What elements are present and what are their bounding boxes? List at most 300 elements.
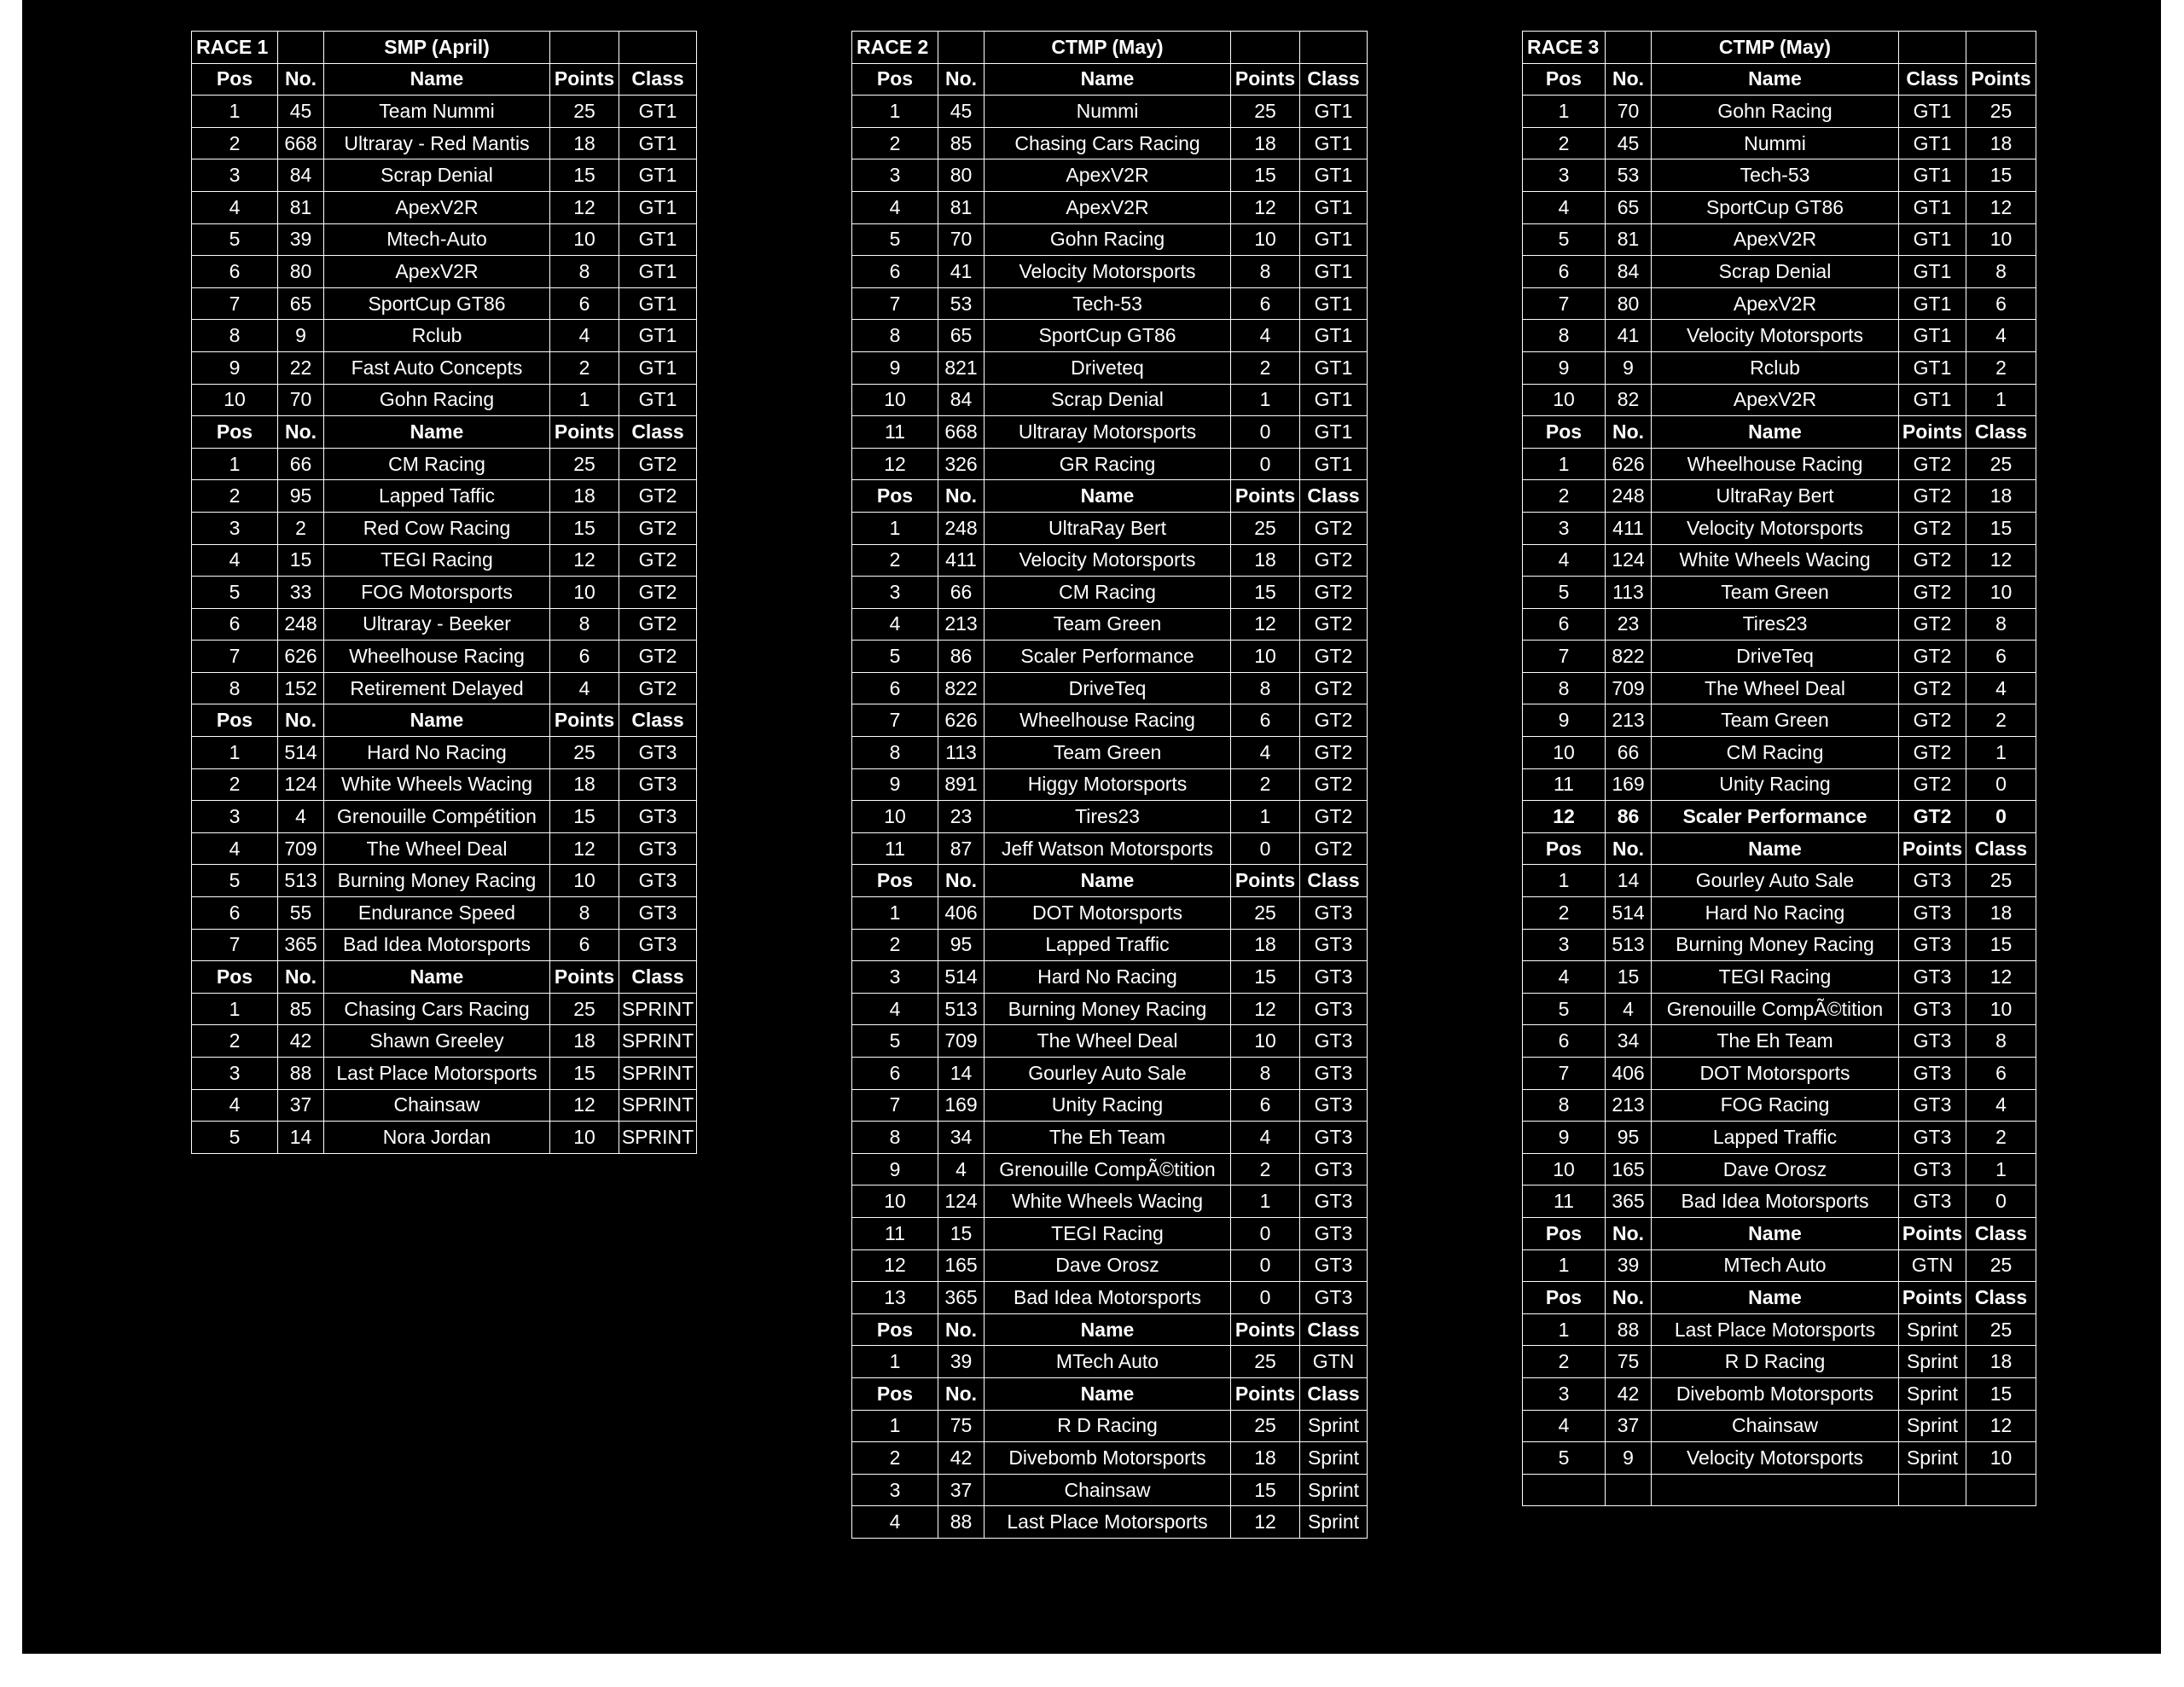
cell-col5: Sprint bbox=[1300, 1410, 1368, 1442]
cell-col4: 2 bbox=[1231, 768, 1300, 801]
cell-number: 626 bbox=[278, 641, 324, 673]
cell-pos: 7 bbox=[1523, 287, 1606, 320]
cell-col5: GT3 bbox=[1300, 993, 1368, 1025]
cell-col5: GT2 bbox=[1300, 641, 1368, 673]
cell-name: CM Racing bbox=[1652, 737, 1899, 769]
header-number: No. bbox=[1606, 832, 1652, 865]
cell-col5: 1 bbox=[1966, 384, 2036, 416]
cell-name: ApexV2R bbox=[1652, 384, 1899, 416]
cell-number: 75 bbox=[938, 1410, 985, 1442]
race-label: RACE 2 bbox=[852, 32, 938, 64]
cell-col4: 0 bbox=[1231, 1217, 1300, 1249]
cell-name: The Eh Team bbox=[985, 1122, 1231, 1154]
table-row bbox=[192, 448, 697, 480]
header-row bbox=[1523, 1282, 2036, 1314]
cell-col4: 4 bbox=[550, 320, 619, 352]
cell-col4: 4 bbox=[1231, 320, 1300, 352]
header-name: Name bbox=[985, 1377, 1231, 1410]
cell-number: 39 bbox=[1606, 1249, 1652, 1282]
cell-name: Chainsaw bbox=[985, 1474, 1231, 1506]
header-col5: Class bbox=[619, 416, 697, 449]
cell-col5: 10 bbox=[1966, 1442, 2036, 1475]
cell-number: 23 bbox=[1606, 608, 1652, 641]
table-row bbox=[1523, 1025, 2036, 1058]
cell-col4: 18 bbox=[550, 127, 619, 159]
cell-number: 39 bbox=[278, 223, 324, 256]
header-col4: Points bbox=[1231, 480, 1300, 513]
cell-col4: 10 bbox=[550, 577, 619, 609]
table-row bbox=[1523, 544, 2036, 577]
cell-number: 709 bbox=[938, 1025, 985, 1058]
cell-number: 53 bbox=[938, 287, 985, 320]
cell-name: Shawn Greeley bbox=[324, 1025, 550, 1058]
cell-pos: 6 bbox=[852, 1058, 938, 1090]
cell-col4: 1 bbox=[1231, 384, 1300, 416]
header-name: Name bbox=[324, 416, 550, 449]
header-pos: Pos bbox=[1523, 832, 1606, 865]
header-col5: Class bbox=[1966, 832, 2036, 865]
table-row bbox=[192, 287, 697, 320]
cell-col5: GT2 bbox=[1300, 832, 1368, 865]
cell-pos: 5 bbox=[192, 577, 278, 609]
table-row bbox=[192, 191, 697, 223]
cell-pos: 8 bbox=[192, 320, 278, 352]
cell-col5 bbox=[1966, 1474, 2036, 1506]
cell-col5: Sprint bbox=[1300, 1474, 1368, 1506]
cell-col4: GT2 bbox=[1899, 768, 1966, 801]
cell-name: R D Racing bbox=[1652, 1346, 1899, 1378]
table-row bbox=[192, 159, 697, 192]
cell-name: UltraRay Bert bbox=[985, 512, 1231, 544]
cell-number: 9 bbox=[278, 320, 324, 352]
header-row bbox=[192, 416, 697, 449]
cell-col4: 25 bbox=[1231, 1346, 1300, 1378]
cell-pos: 7 bbox=[852, 1089, 938, 1122]
cell-pos: 2 bbox=[192, 127, 278, 159]
header-col5: Class bbox=[1300, 1377, 1368, 1410]
header-pos: Pos bbox=[1523, 63, 1606, 96]
table-row bbox=[192, 223, 697, 256]
cell-col4: GT2 bbox=[1899, 577, 1966, 609]
cell-pos: 8 bbox=[192, 672, 278, 704]
cell-pos: 8 bbox=[1523, 1089, 1606, 1122]
cell-name: DriveTeq bbox=[985, 672, 1231, 704]
cell-col4: 8 bbox=[1231, 256, 1300, 288]
cell-col5: GT2 bbox=[619, 608, 697, 641]
empty-cell bbox=[1231, 32, 1300, 64]
table-row bbox=[1523, 608, 2036, 641]
cell-name: Gohn Racing bbox=[1652, 96, 1899, 128]
header-col5: Class bbox=[619, 63, 697, 96]
cell-col5: 10 bbox=[1966, 577, 2036, 609]
cell-number: 514 bbox=[278, 737, 324, 769]
cell-col5: SPRINT bbox=[619, 1122, 697, 1154]
cell-col5: GT1 bbox=[1300, 384, 1368, 416]
table-row bbox=[852, 1282, 1368, 1314]
table-row bbox=[192, 577, 697, 609]
cell-name: Chainsaw bbox=[324, 1089, 550, 1122]
table-row bbox=[852, 256, 1368, 288]
cell-name: Wheelhouse Racing bbox=[1652, 448, 1899, 480]
header-pos: Pos bbox=[1523, 416, 1606, 449]
table-row bbox=[852, 1058, 1368, 1090]
table-row bbox=[852, 191, 1368, 223]
header-pos: Pos bbox=[852, 1377, 938, 1410]
cell-col4: 18 bbox=[550, 768, 619, 801]
header-number: No. bbox=[278, 416, 324, 449]
header-number: No. bbox=[278, 63, 324, 96]
cell-number: 365 bbox=[1606, 1186, 1652, 1218]
cell-name bbox=[1652, 1474, 1899, 1506]
cell-col5: GT1 bbox=[619, 287, 697, 320]
cell-number: 9 bbox=[1606, 1442, 1652, 1475]
table-row bbox=[852, 897, 1368, 930]
cell-col5: GT1 bbox=[1300, 351, 1368, 384]
cell-col5: 1 bbox=[1966, 737, 2036, 769]
table-row bbox=[852, 929, 1368, 961]
cell-number: 33 bbox=[278, 577, 324, 609]
cell-col5: GT1 bbox=[1300, 223, 1368, 256]
cell-col4: 25 bbox=[550, 96, 619, 128]
cell-pos: 2 bbox=[1523, 480, 1606, 513]
cell-pos: 3 bbox=[192, 1058, 278, 1090]
cell-number: 41 bbox=[1606, 320, 1652, 352]
cell-number: 75 bbox=[1606, 1346, 1652, 1378]
cell-pos: 11 bbox=[1523, 768, 1606, 801]
cell-pos: 3 bbox=[1523, 512, 1606, 544]
header-row bbox=[1523, 63, 2036, 96]
cell-col4: 10 bbox=[1231, 641, 1300, 673]
cell-pos: 3 bbox=[192, 801, 278, 833]
table-row bbox=[852, 1506, 1368, 1539]
cell-name: Ultraray - Red Mantis bbox=[324, 127, 550, 159]
cell-col4: GT2 bbox=[1899, 448, 1966, 480]
cell-name: Fast Auto Concepts bbox=[324, 351, 550, 384]
table-row bbox=[1523, 1122, 2036, 1154]
race-title-row bbox=[852, 32, 1368, 64]
cell-col5: 12 bbox=[1966, 544, 2036, 577]
empty-cell bbox=[1899, 32, 1966, 64]
cell-name: White Wheels Wacing bbox=[1652, 544, 1899, 577]
cell-pos: 1 bbox=[1523, 865, 1606, 897]
table-row bbox=[852, 351, 1368, 384]
cell-col5: GT1 bbox=[619, 96, 697, 128]
header-number: No. bbox=[1606, 63, 1652, 96]
cell-name: Team Green bbox=[985, 737, 1231, 769]
table-row bbox=[852, 1442, 1368, 1475]
cell-pos: 1 bbox=[192, 448, 278, 480]
header-col5: Points bbox=[1966, 63, 2036, 96]
cell-number: 84 bbox=[938, 384, 985, 416]
cell-col5: GT1 bbox=[619, 256, 697, 288]
cell-col4 bbox=[1899, 1474, 1966, 1506]
cell-number: 406 bbox=[1606, 1058, 1652, 1090]
cell-pos: 11 bbox=[852, 1217, 938, 1249]
cell-pos: 11 bbox=[852, 416, 938, 449]
table-row bbox=[852, 320, 1368, 352]
cell-name: GR Racing bbox=[985, 448, 1231, 480]
table-row bbox=[852, 737, 1368, 769]
cell-col5: Sprint bbox=[1300, 1442, 1368, 1475]
cell-col4: GT3 bbox=[1899, 865, 1966, 897]
table-row bbox=[1523, 1089, 2036, 1122]
table-row bbox=[1523, 1313, 2036, 1346]
cell-col5: 12 bbox=[1966, 961, 2036, 994]
table-row bbox=[852, 1346, 1368, 1378]
cell-col5: 0 bbox=[1966, 1186, 2036, 1218]
cell-col4: Sprint bbox=[1899, 1346, 1966, 1378]
cell-col5: GT3 bbox=[619, 737, 697, 769]
cell-number: 248 bbox=[278, 608, 324, 641]
cell-name: Grenouille CompÃ©tition bbox=[985, 1153, 1231, 1186]
cell-pos bbox=[1523, 1474, 1606, 1506]
header-pos: Pos bbox=[192, 416, 278, 449]
cell-number: 4 bbox=[1606, 993, 1652, 1025]
cell-col5: 6 bbox=[1966, 641, 2036, 673]
cell-pos: 9 bbox=[1523, 1122, 1606, 1154]
cell-name: ApexV2R bbox=[324, 256, 550, 288]
cell-name: The Wheel Deal bbox=[324, 832, 550, 865]
cell-col5: GT1 bbox=[619, 384, 697, 416]
cell-col5: 10 bbox=[1966, 223, 2036, 256]
cell-col5: 6 bbox=[1966, 287, 2036, 320]
cell-number: 88 bbox=[938, 1506, 985, 1539]
cell-col4: GT2 bbox=[1899, 641, 1966, 673]
cell-name: White Wheels Wacing bbox=[985, 1186, 1231, 1218]
cell-pos: 1 bbox=[1523, 448, 1606, 480]
race-1-table bbox=[191, 31, 697, 1154]
cell-col4: 10 bbox=[1231, 223, 1300, 256]
header-pos: Pos bbox=[192, 704, 278, 737]
header-col5: Class bbox=[1966, 1217, 2036, 1249]
cell-number: 514 bbox=[938, 961, 985, 994]
table-row bbox=[852, 577, 1368, 609]
race-venue: SMP (April) bbox=[324, 32, 550, 64]
cell-number: 9 bbox=[1606, 351, 1652, 384]
cell-name: Velocity Motorsports bbox=[1652, 1442, 1899, 1475]
cell-col5: 4 bbox=[1966, 1089, 2036, 1122]
cell-pos: 10 bbox=[1523, 737, 1606, 769]
cell-number: 165 bbox=[938, 1249, 985, 1282]
cell-col5: SPRINT bbox=[619, 1058, 697, 1090]
header-col4: Points bbox=[1899, 832, 1966, 865]
cell-number: 14 bbox=[278, 1122, 324, 1154]
cell-number: 513 bbox=[938, 993, 985, 1025]
header-col4: Class bbox=[1899, 63, 1966, 96]
cell-col4: 18 bbox=[1231, 544, 1300, 577]
cell-number: 213 bbox=[938, 608, 985, 641]
cell-pos: 4 bbox=[1523, 544, 1606, 577]
header-row bbox=[192, 704, 697, 737]
header-name: Name bbox=[985, 1313, 1231, 1346]
cell-col4: 6 bbox=[550, 287, 619, 320]
table-row bbox=[1523, 1410, 2036, 1442]
header-col4: Points bbox=[550, 63, 619, 96]
cell-pos: 2 bbox=[192, 1025, 278, 1058]
cell-pos: 2 bbox=[1523, 897, 1606, 930]
cell-col4: GT2 bbox=[1899, 544, 1966, 577]
table-row bbox=[852, 1153, 1368, 1186]
cell-pos: 3 bbox=[852, 961, 938, 994]
cell-name: Burning Money Racing bbox=[1652, 929, 1899, 961]
cell-col5: 4 bbox=[1966, 672, 2036, 704]
cell-name: Last Place Motorsports bbox=[1652, 1313, 1899, 1346]
cell-number: 411 bbox=[1606, 512, 1652, 544]
cell-number: 4 bbox=[938, 1153, 985, 1186]
header-col5: Class bbox=[1966, 1282, 2036, 1314]
header-pos: Pos bbox=[1523, 1282, 1606, 1314]
cell-col4: 0 bbox=[1231, 448, 1300, 480]
header-col5: Class bbox=[619, 704, 697, 737]
table-row bbox=[192, 480, 697, 513]
cell-name: Hard No Racing bbox=[985, 961, 1231, 994]
cell-name: The Wheel Deal bbox=[1652, 672, 1899, 704]
cell-number: 213 bbox=[1606, 1089, 1652, 1122]
cell-col4: 15 bbox=[550, 1058, 619, 1090]
cell-name: FOG Motorsports bbox=[324, 577, 550, 609]
cell-col5: GT3 bbox=[619, 768, 697, 801]
header-col4: Points bbox=[550, 416, 619, 449]
cell-pos: 6 bbox=[1523, 608, 1606, 641]
spreadsheet-page bbox=[22, 0, 2161, 1654]
cell-number: 42 bbox=[938, 1442, 985, 1475]
cell-name: Ultraray - Beeker bbox=[324, 608, 550, 641]
cell-col4: GT2 bbox=[1899, 480, 1966, 513]
cell-pos: 1 bbox=[852, 1346, 938, 1378]
cell-name: Velocity Motorsports bbox=[985, 256, 1231, 288]
cell-col4: 4 bbox=[1231, 737, 1300, 769]
cell-number: 152 bbox=[278, 672, 324, 704]
cell-col5: 25 bbox=[1966, 96, 2036, 128]
cell-col4: GT1 bbox=[1899, 191, 1966, 223]
table-row bbox=[852, 159, 1368, 192]
header-col4: Points bbox=[1899, 416, 1966, 449]
cell-pos: 3 bbox=[852, 577, 938, 609]
cell-name: Grenouille CompÃ©tition bbox=[1652, 993, 1899, 1025]
cell-col4: 8 bbox=[1231, 672, 1300, 704]
cell-name: Bad Idea Motorsports bbox=[1652, 1186, 1899, 1218]
cell-name: DriveTeq bbox=[1652, 641, 1899, 673]
table-row bbox=[1523, 1058, 2036, 1090]
cell-pos: 8 bbox=[852, 1122, 938, 1154]
cell-pos: 12 bbox=[852, 1249, 938, 1282]
blank-row bbox=[1523, 1474, 2036, 1506]
cell-number: 15 bbox=[1606, 961, 1652, 994]
cell-name: Velocity Motorsports bbox=[985, 544, 1231, 577]
cell-name: Tires23 bbox=[985, 801, 1231, 833]
cell-number: 514 bbox=[1606, 897, 1652, 930]
cell-col4: 25 bbox=[1231, 96, 1300, 128]
table-row bbox=[1523, 801, 2036, 833]
header-name: Name bbox=[985, 63, 1231, 96]
cell-name: Burning Money Racing bbox=[985, 993, 1231, 1025]
cell-name: UltraRay Bert bbox=[1652, 480, 1899, 513]
cell-number: 37 bbox=[1606, 1410, 1652, 1442]
cell-number: 86 bbox=[938, 641, 985, 673]
cell-col5: 6 bbox=[1966, 1058, 2036, 1090]
cell-name: DOT Motorsports bbox=[1652, 1058, 1899, 1090]
cell-name: The Wheel Deal bbox=[985, 1025, 1231, 1058]
cell-pos: 10 bbox=[1523, 384, 1606, 416]
cell-pos: 8 bbox=[1523, 320, 1606, 352]
table-row bbox=[1523, 1186, 2036, 1218]
cell-number: 85 bbox=[278, 993, 324, 1025]
cell-number: 668 bbox=[278, 127, 324, 159]
cell-pos: 4 bbox=[852, 993, 938, 1025]
header-col5: Class bbox=[1300, 865, 1368, 897]
cell-col4: 0 bbox=[1231, 1282, 1300, 1314]
cell-number: 709 bbox=[278, 832, 324, 865]
cell-number: 891 bbox=[938, 768, 985, 801]
cell-number: 365 bbox=[938, 1282, 985, 1314]
cell-col4: 12 bbox=[1231, 191, 1300, 223]
table-row bbox=[852, 127, 1368, 159]
cell-col5: 18 bbox=[1966, 1346, 2036, 1378]
table-row bbox=[192, 768, 697, 801]
cell-col4: 6 bbox=[1231, 704, 1300, 737]
table-row bbox=[192, 672, 697, 704]
cell-pos: 5 bbox=[852, 1025, 938, 1058]
cell-name: Last Place Motorsports bbox=[985, 1506, 1231, 1539]
cell-number: 42 bbox=[278, 1025, 324, 1058]
header-col4: Points bbox=[1899, 1282, 1966, 1314]
race-title-row bbox=[1523, 32, 2036, 64]
table-row bbox=[1523, 768, 2036, 801]
table-row bbox=[1523, 704, 2036, 737]
cell-pos: 6 bbox=[192, 897, 278, 930]
cell-col5: 15 bbox=[1966, 1377, 2036, 1410]
cell-number: 95 bbox=[278, 480, 324, 513]
cell-number: 70 bbox=[938, 223, 985, 256]
table-row bbox=[852, 641, 1368, 673]
table-row bbox=[852, 1474, 1368, 1506]
cell-col5: GT3 bbox=[619, 832, 697, 865]
cell-col5: GT1 bbox=[619, 320, 697, 352]
empty-cell bbox=[1606, 32, 1652, 64]
cell-col4: GT2 bbox=[1899, 704, 1966, 737]
cell-name: Divebomb Motorsports bbox=[1652, 1377, 1899, 1410]
cell-number: 124 bbox=[1606, 544, 1652, 577]
cell-col5: GT3 bbox=[1300, 1249, 1368, 1282]
table-row bbox=[1523, 223, 2036, 256]
table-row bbox=[1523, 159, 2036, 192]
cell-col4: 0 bbox=[1231, 1249, 1300, 1282]
cell-pos: 6 bbox=[1523, 256, 1606, 288]
cell-name: FOG Racing bbox=[1652, 1089, 1899, 1122]
cell-col5: GT1 bbox=[1300, 191, 1368, 223]
cell-pos: 10 bbox=[1523, 1153, 1606, 1186]
cell-pos: 4 bbox=[852, 608, 938, 641]
cell-col4: 25 bbox=[1231, 1410, 1300, 1442]
cell-number: 41 bbox=[938, 256, 985, 288]
cell-col4: GT2 bbox=[1899, 737, 1966, 769]
header-name: Name bbox=[1652, 416, 1899, 449]
cell-col5: 15 bbox=[1966, 159, 2036, 192]
cell-col5: 10 bbox=[1966, 993, 2036, 1025]
table-row bbox=[192, 801, 697, 833]
cell-col4: GT3 bbox=[1899, 1186, 1966, 1218]
cell-name: Lapped Traffic bbox=[985, 929, 1231, 961]
cell-number: 95 bbox=[1606, 1122, 1652, 1154]
table-row bbox=[852, 384, 1368, 416]
cell-name: MTech Auto bbox=[985, 1346, 1231, 1378]
header-row bbox=[852, 63, 1368, 96]
cell-pos: 3 bbox=[1523, 1377, 1606, 1410]
cell-col5: GT2 bbox=[619, 577, 697, 609]
cell-col5: 25 bbox=[1966, 1249, 2036, 1282]
empty-cell bbox=[278, 32, 324, 64]
header-col5: Class bbox=[1300, 480, 1368, 513]
